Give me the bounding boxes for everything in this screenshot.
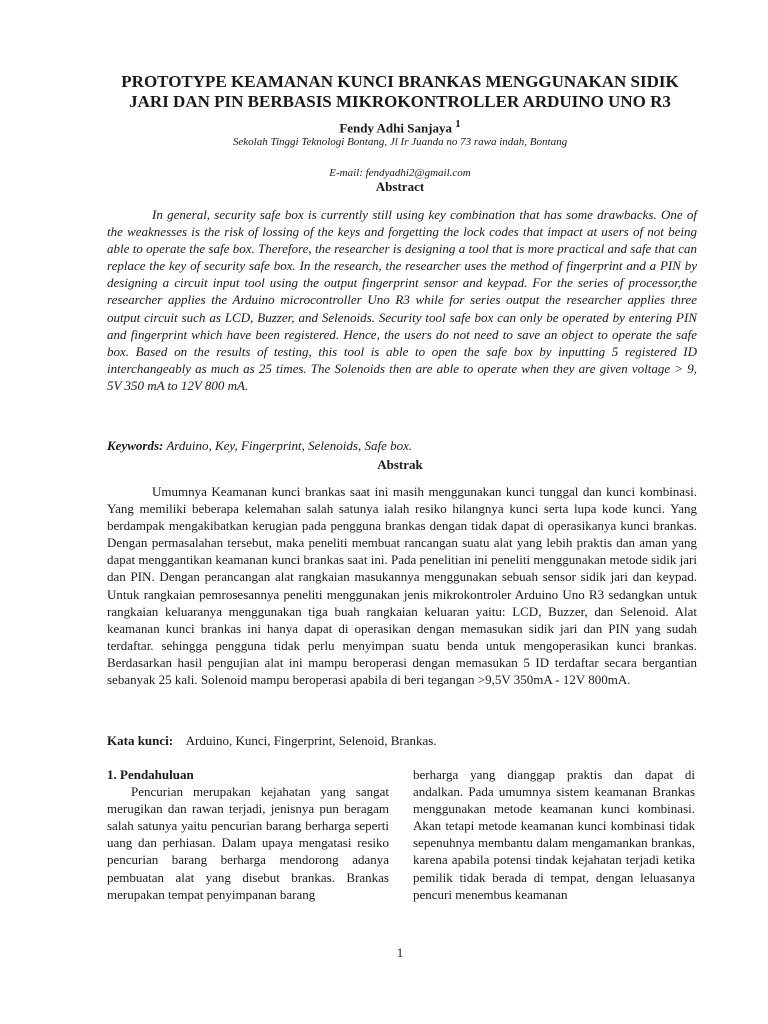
kata-kunci-label: Kata kunci: bbox=[107, 733, 174, 748]
abstract-heading: Abstract bbox=[375, 179, 425, 194]
paper-title-line-1: PROTOTYPE KEAMANAN KUNCI BRANKAS MENGGUNAKAN SIDIK bbox=[121, 72, 679, 91]
kata-kunci-line bbox=[107, 733, 697, 749]
paper-title bbox=[100, 72, 700, 112]
abstrak-heading: Abstrak bbox=[377, 457, 423, 472]
body-paragraph-right: berharga yang dianggap praktis dan dapat di andalkan. Pada umumnya sistem keamanan Brankas menggunakan metode keamanan kunci kombinasi. Akan tetapi metode keamanan kunci kombinasi tidak sepenuhnya membantu dalam mengamankan brankas, karena apabila potensi tindak kejahatan terjadi ketika pemilik tidak berada di tempat, dengan leluasanya pencuri menembus keamanan bbox=[413, 767, 695, 902]
keywords-value: Arduino, Key, Fingerprint, Selenoids, Safe box. bbox=[166, 438, 413, 453]
page-number: 1 bbox=[396, 945, 404, 960]
body-column-left bbox=[107, 766, 389, 903]
body-paragraph-left bbox=[107, 783, 389, 903]
section-heading-pendahuluan: 1. Pendahuluan bbox=[107, 767, 194, 782]
abstract-indonesian bbox=[107, 483, 697, 688]
body-column-right bbox=[413, 766, 695, 903]
keywords-line bbox=[107, 438, 697, 454]
abstract-indonesian-text: Umumnya Keamanan kunci brankas saat ini masih menggunakan kunci tunggal dan kunci kombinasi. Yang memiliki beberapa kelemahan salah satunya ialah resiko hilangnya kunci serta lupa kode kunci. Yang berdampak mengakibatkan kerugian pada pengguna brankas dengan tidak dapat di operasikanya kunci brankas. Dengan permasalahan tersebut, maka peneliti membuat rancangan suatu alat yang lebih praktis dan aman yang dapat menggantikan keamanan kunci brankas saat ini. Pada penelitian ini peneliti menggunakan metode sidik jari dan PIN. Dengan perancangan alat rangkaian masukannya menggunakan sebuah sensor sidik jari dan keypad. Untuk rangkaian pemrosesannya peneliti menggunakan jenis mikrokontroler Arduino Uno R3 sedangkan untuk rangkaian keluaranya menggunakan tiga buah rangkaian keluaran yaitu: LCD, Buzzer, dan Selenoid. Alat keamanan kunci brankas ini hanya dapat di operasikan dengan memasukan sidik jari dan PIN yang sudah terdaftar. sehingga pengguna tidak perlu menyimpan suatu benda untuk mengoperasikan kunci brankas. Berdasarkan hasil pengujian alat ini mampu beroperasi dengan memasukan 5 ID terdaftar secara bergantian sebanyak 25 kali. Solenoid mampu beroperasi apabila di beri tegangan >9,5V 350mA - 12V 800mA. bbox=[107, 484, 697, 688]
paper-title-line-2: JARI DAN PIN BERBASIS MIKROKONTROLLER ARDUINO UNO R3 bbox=[129, 92, 671, 111]
keywords-label: Keywords: bbox=[107, 438, 164, 453]
kata-kunci-value: Arduino, Kunci, Fingerprint, Selenoid, Brankas. bbox=[185, 733, 437, 748]
author-superscript: 1 bbox=[455, 118, 461, 130]
abstract-english bbox=[107, 206, 697, 394]
author-email: E-mail: fendyadhi2@gmail.com bbox=[329, 167, 471, 179]
body-paragraph-left-text: Pencurian merupakan kejahatan yang sangat merugikan dan rawan terjadi, jenisnya pun beragam salah satunya yaitu pencurian barang berharga seperti uang dan perhiasan. Dalam upaya mengatasi resiko pencurian barang berharga mendorong adanya pembuatan alat yang disebut brankas. Brankas merupakan tempat penyimpanan barang bbox=[107, 784, 389, 902]
author-name bbox=[0, 116, 768, 136]
abstract-english-text: In general, security safe box is currently still using key combination that has some drawbacks. One of the weaknesses is the risk of lossing of the keys and forgetting the lock codes that impact at users of not being able to operate the safe box. Therefore, the researcher is designing a tool that is more practical and safe that can replace the key of security safe box. In the research, the researcher uses the method of fingerprint and a PIN by designing a circuit input tool using the output fingerprint sensor and keypad. For the series of processor,the researcher applies the Arduino microcontroller Uno R3 while for series output the researcher applies three output circuit such as LCD, Buzzer, and Selenoids. Security tool safe box can only be operated by entering PIN and fingerprint which have been registered. Hence, the users do not need to save an object to operate the safe box. Based on the results of testing, this tool is able to open the safe box by inputting 5 registered ID interchangeably as much as 25 times. The Solenoids then are able to operate when they are given voltage > 9, 5V 350 mA to 12V 800 mA. bbox=[107, 207, 697, 393]
author-affiliation: Sekolah Tinggi Teknologi Bontang, Jl Ir Juanda no 73 rawa indah, Bontang bbox=[232, 136, 568, 148]
author-text: Fendy Adhi Sanjaya bbox=[339, 120, 453, 136]
